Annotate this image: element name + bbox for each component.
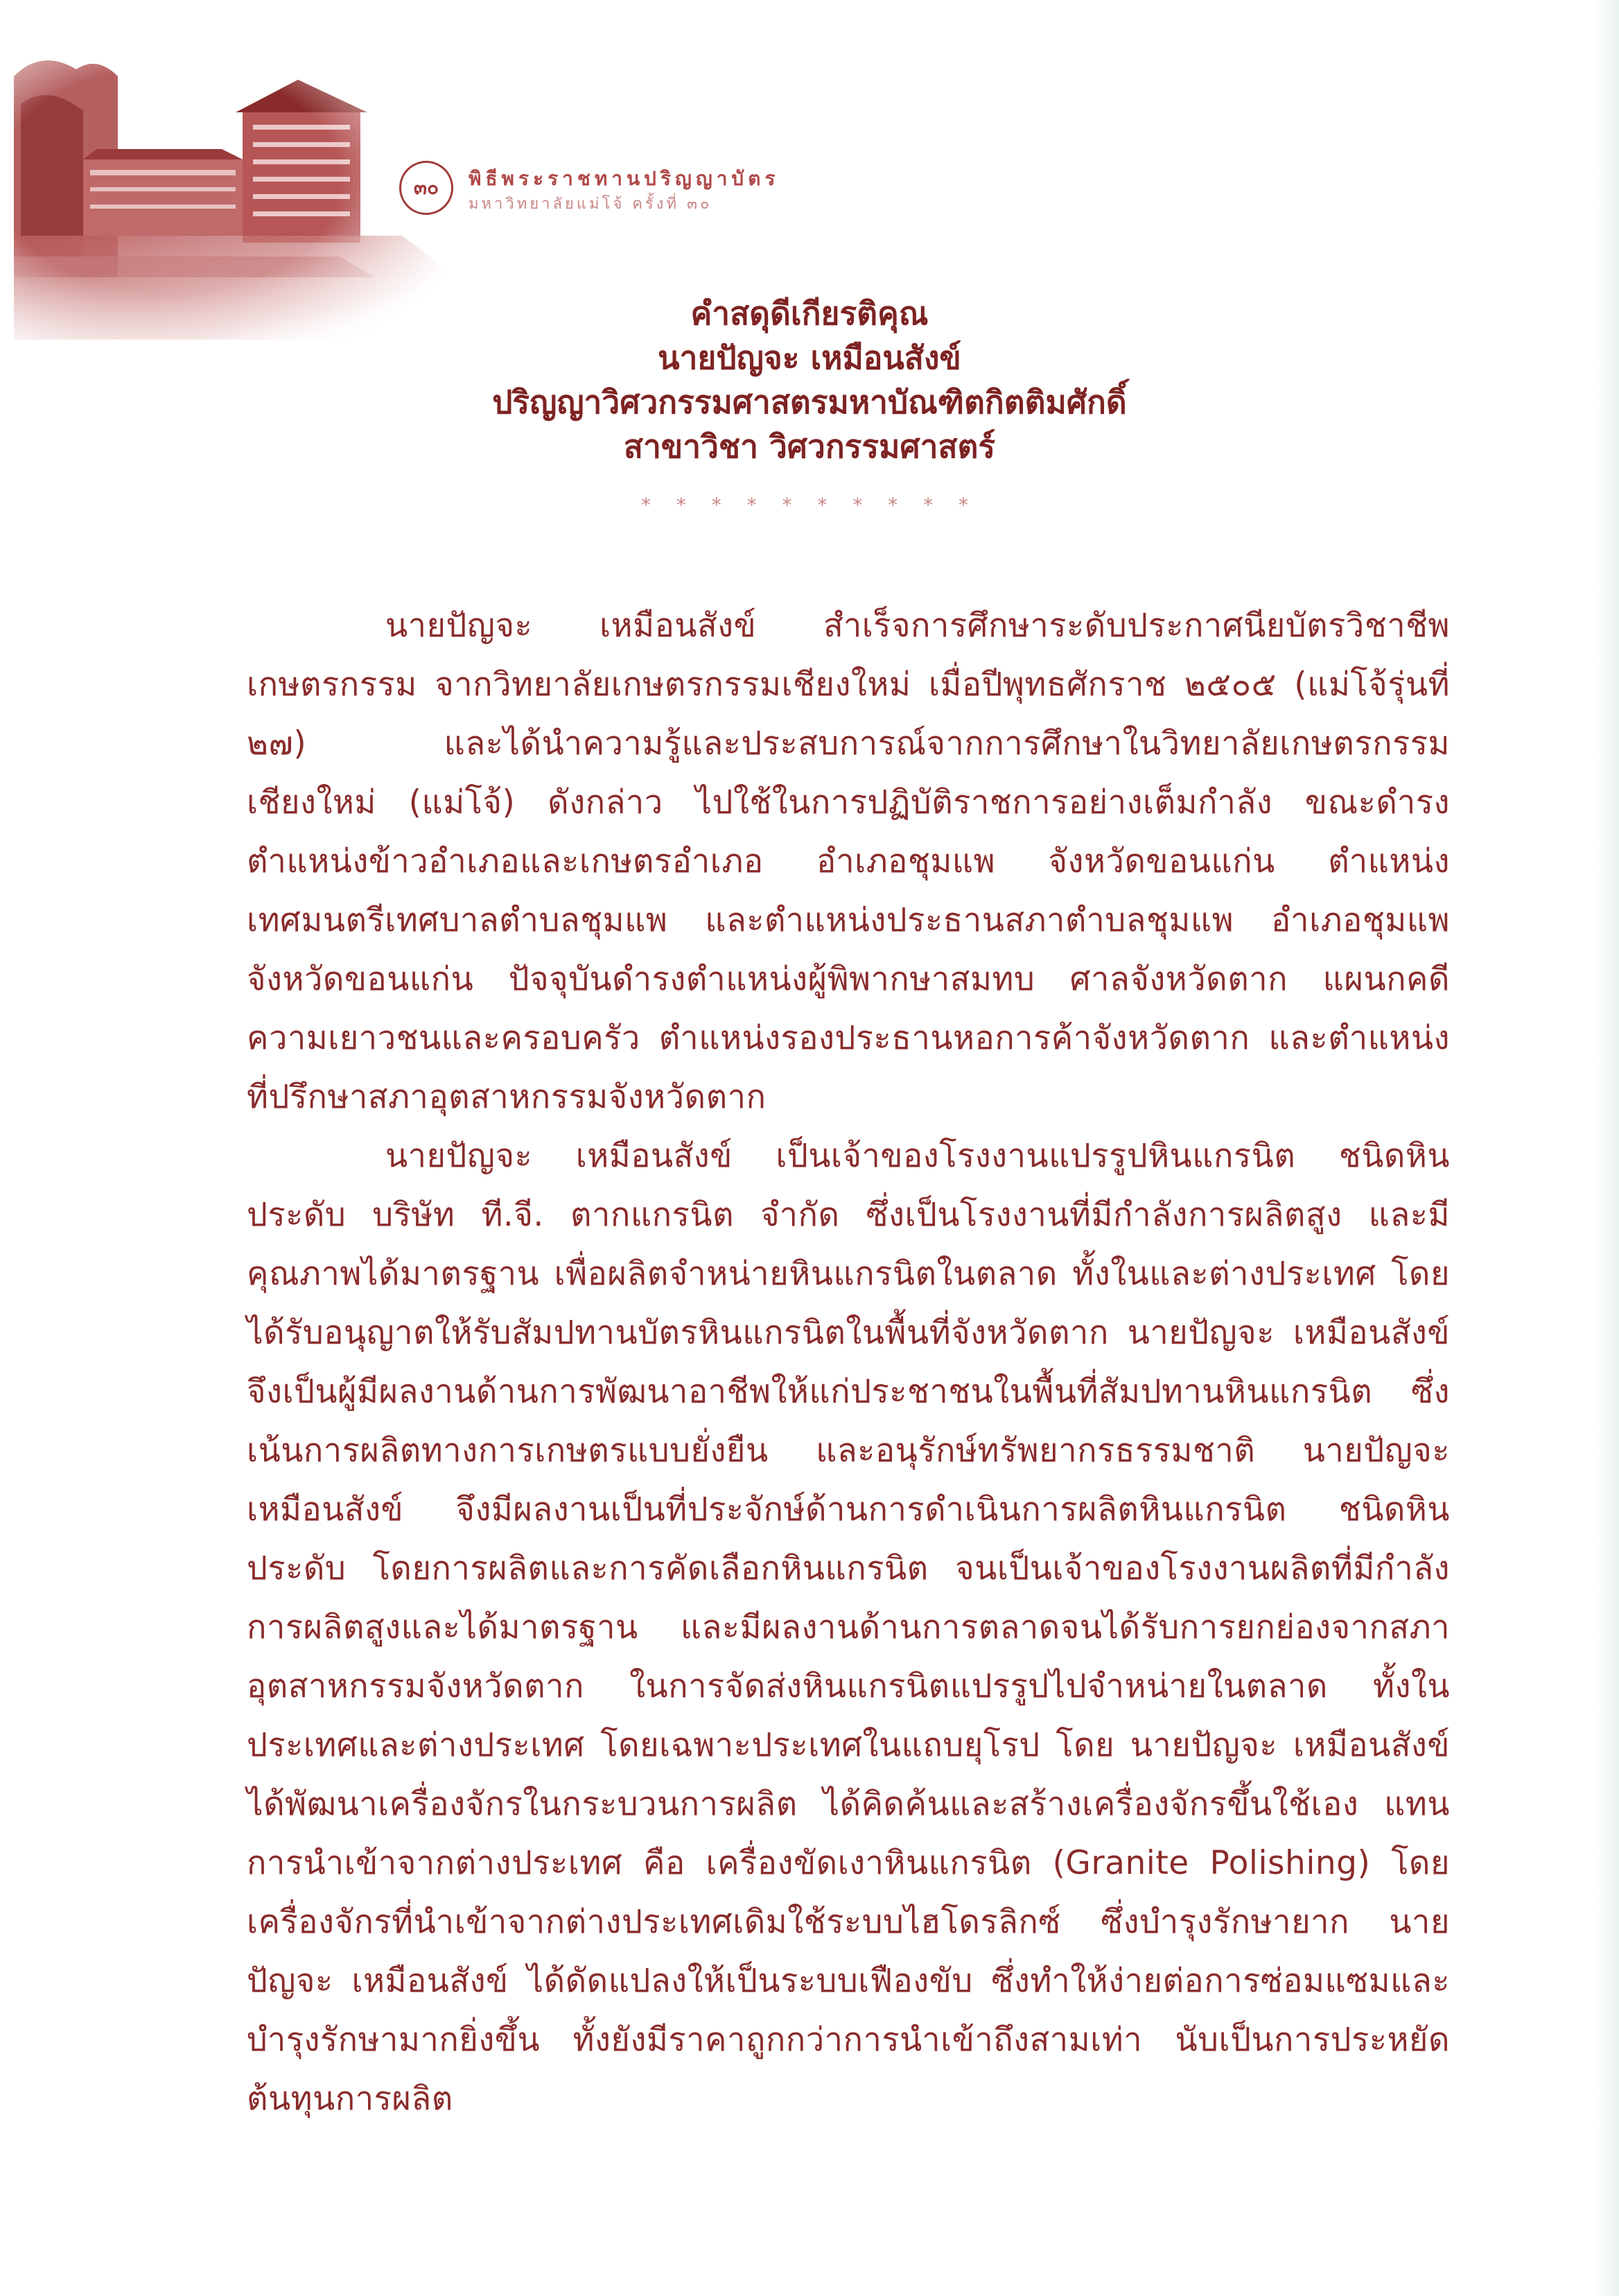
honoree-name: นายปัญจะ เหมือนสังข์ bbox=[658, 339, 961, 376]
ceremony-subtitle: มหาวิทยาลัยแม่โจ้ ครั้งที่ ๓๐ bbox=[469, 195, 712, 213]
citation-heading bbox=[0, 291, 1619, 516]
citation-body bbox=[247, 596, 1450, 2128]
body-paragraph-2: นายปัญจะ เหมือนสังข์ เป็นเจ้าของโรงงานแปรรูปหินแกรนิต ชนิดหินประดับ บริษัท ที.จี. ตากแกรนิต จำกัด ซึ่งเป็นโรงงานที่มีกำลังการผลิตสูง และมีคุณภาพได้มาตรฐาน เพื่อผลิตจำหน่ายหินแกรนิตในตลาด ทั้งในและต่างประเทศ โดยได้รับอนุญาตให้รับสัมปทานบัตรหินแกรนิตในพื้นที่จังหวัดตาก นายปัญจะ เหมือนสังข์ จึงเป็นผู้มีผลงานด้านการพัฒนาอาชีพให้แก่ประชาชนในพื้นที่สัมปทานหินแกรนิต ซึ่งเน้นการผลิตทางการเกษตรแบบยั่งยืน และอนุรักษ์ทรัพยากรธรรมชาติ นายปัญจะ เหมือนสังข์ จึงมีผลงานเป็นที่ประจักษ์ด้านการดำเนินการผลิตหินแกรนิต ชนิดหินประดับ โดยการผลิตและการคัดเลือกหินแกรนิต จนเป็นเจ้าของโรงงานผลิตที่มีกำลังการผลิตสูงและได้มาตรฐาน และมีผลงานด้านการตลาดจนได้รับการยกย่องจากสภาอุตสาหกรรมจังหวัดตาก ในการจัดส่งหินแกรนิตแปรรูปไปจำหน่ายในตลาด ทั้งในประเทศและต่างประเทศ โดยเฉพาะประเทศในแถบยุโรป โดย นายปัญจะ เหมือนสังข์ ได้พัฒนาเครื่องจักรในกระบวนการผลิต ได้คิดค้นและสร้างเครื่องจักรขึ้นใช้เอง แทนการนำเข้าจากต่างประเทศ คือ เครื่องขัดเงาหินแกรนิต (Granite Polishing) โดยเครื่องจักรที่นำเข้าจากต่างประเทศเดิมใช้ระบบไฮโดรลิกซ์ ซึ่งบำรุงรักษายาก นายปัญจะ เหมือนสังข์ ได้ดัดแปลงให้เป็นระบบเฟืองขับ ซึ่งทำให้ง่ายต่อการซ่อมแซมและบำรุงรักษามากยิ่งขึ้น ทั้งยังมีราคาถูกกว่าการนำเข้าถึงสามเท่า นับเป็นการประหยัดต้นทุนการผลิต bbox=[247, 1137, 1450, 2118]
ceremony-title: พิธีพระราชทานปริญญาบัตร bbox=[469, 167, 780, 190]
ceremony-number-badge: ๓๐ bbox=[399, 161, 453, 215]
body-paragraph-1: นายปัญจะ เหมือนสังข์ สำเร็จการศึกษาระดับประกาศนียบัตรวิชาชีพเกษตรกรรม จากวิทยาลัยเกษตรกรรมเชียงใหม่ เมื่อปีพุทธศักราช ๒๕๐๕ (แม่โจ้รุ่นที่ ๒๗) และได้นำความรู้และประสบการณ์จากการศึกษาในวิทยาลัยเกษตรกรรมเชียงใหม่ (แม่โจ้) ดังกล่าว ไปใช้ในการปฏิบัติราชการอย่างเต็มกำลัง ขณะดำรงตำแหน่งข้าวอำเภอและเกษตรอำเภอ อำเภอชุมแพ จังหวัดขอนแก่น ตำแหน่งเทศมนตรีเทศบาลตำบลชุมแพ และตำแหน่งประธานสภาตำบลชุมแพ อำเภอชุมแพ จังหวัดขอนแก่น ปัจจุบันดำรงตำแหน่งผู้พิพากษาสมทบ ศาลจังหวัดตาก แผนกคดีความเยาวชนและครอบครัว ตำแหน่งรองประธานหอการค้าจังหวัดตาก และตำแหน่งที่ปรึกษาสภาอุตสาหกรรมจังหวัดตาก bbox=[247, 607, 1450, 1116]
field-of-study: สาขาวิชา วิศวกรรมศาสตร์ bbox=[623, 428, 996, 465]
degree-name: ปริญญาวิศวกรรมศาสตรมหาบัณฑิตกิตติมศักดิ์ bbox=[492, 383, 1127, 421]
citation-title: คำสดุดีเกียรติคุณ bbox=[690, 295, 929, 332]
star-separator: * * * * * * * * * * bbox=[640, 494, 979, 516]
